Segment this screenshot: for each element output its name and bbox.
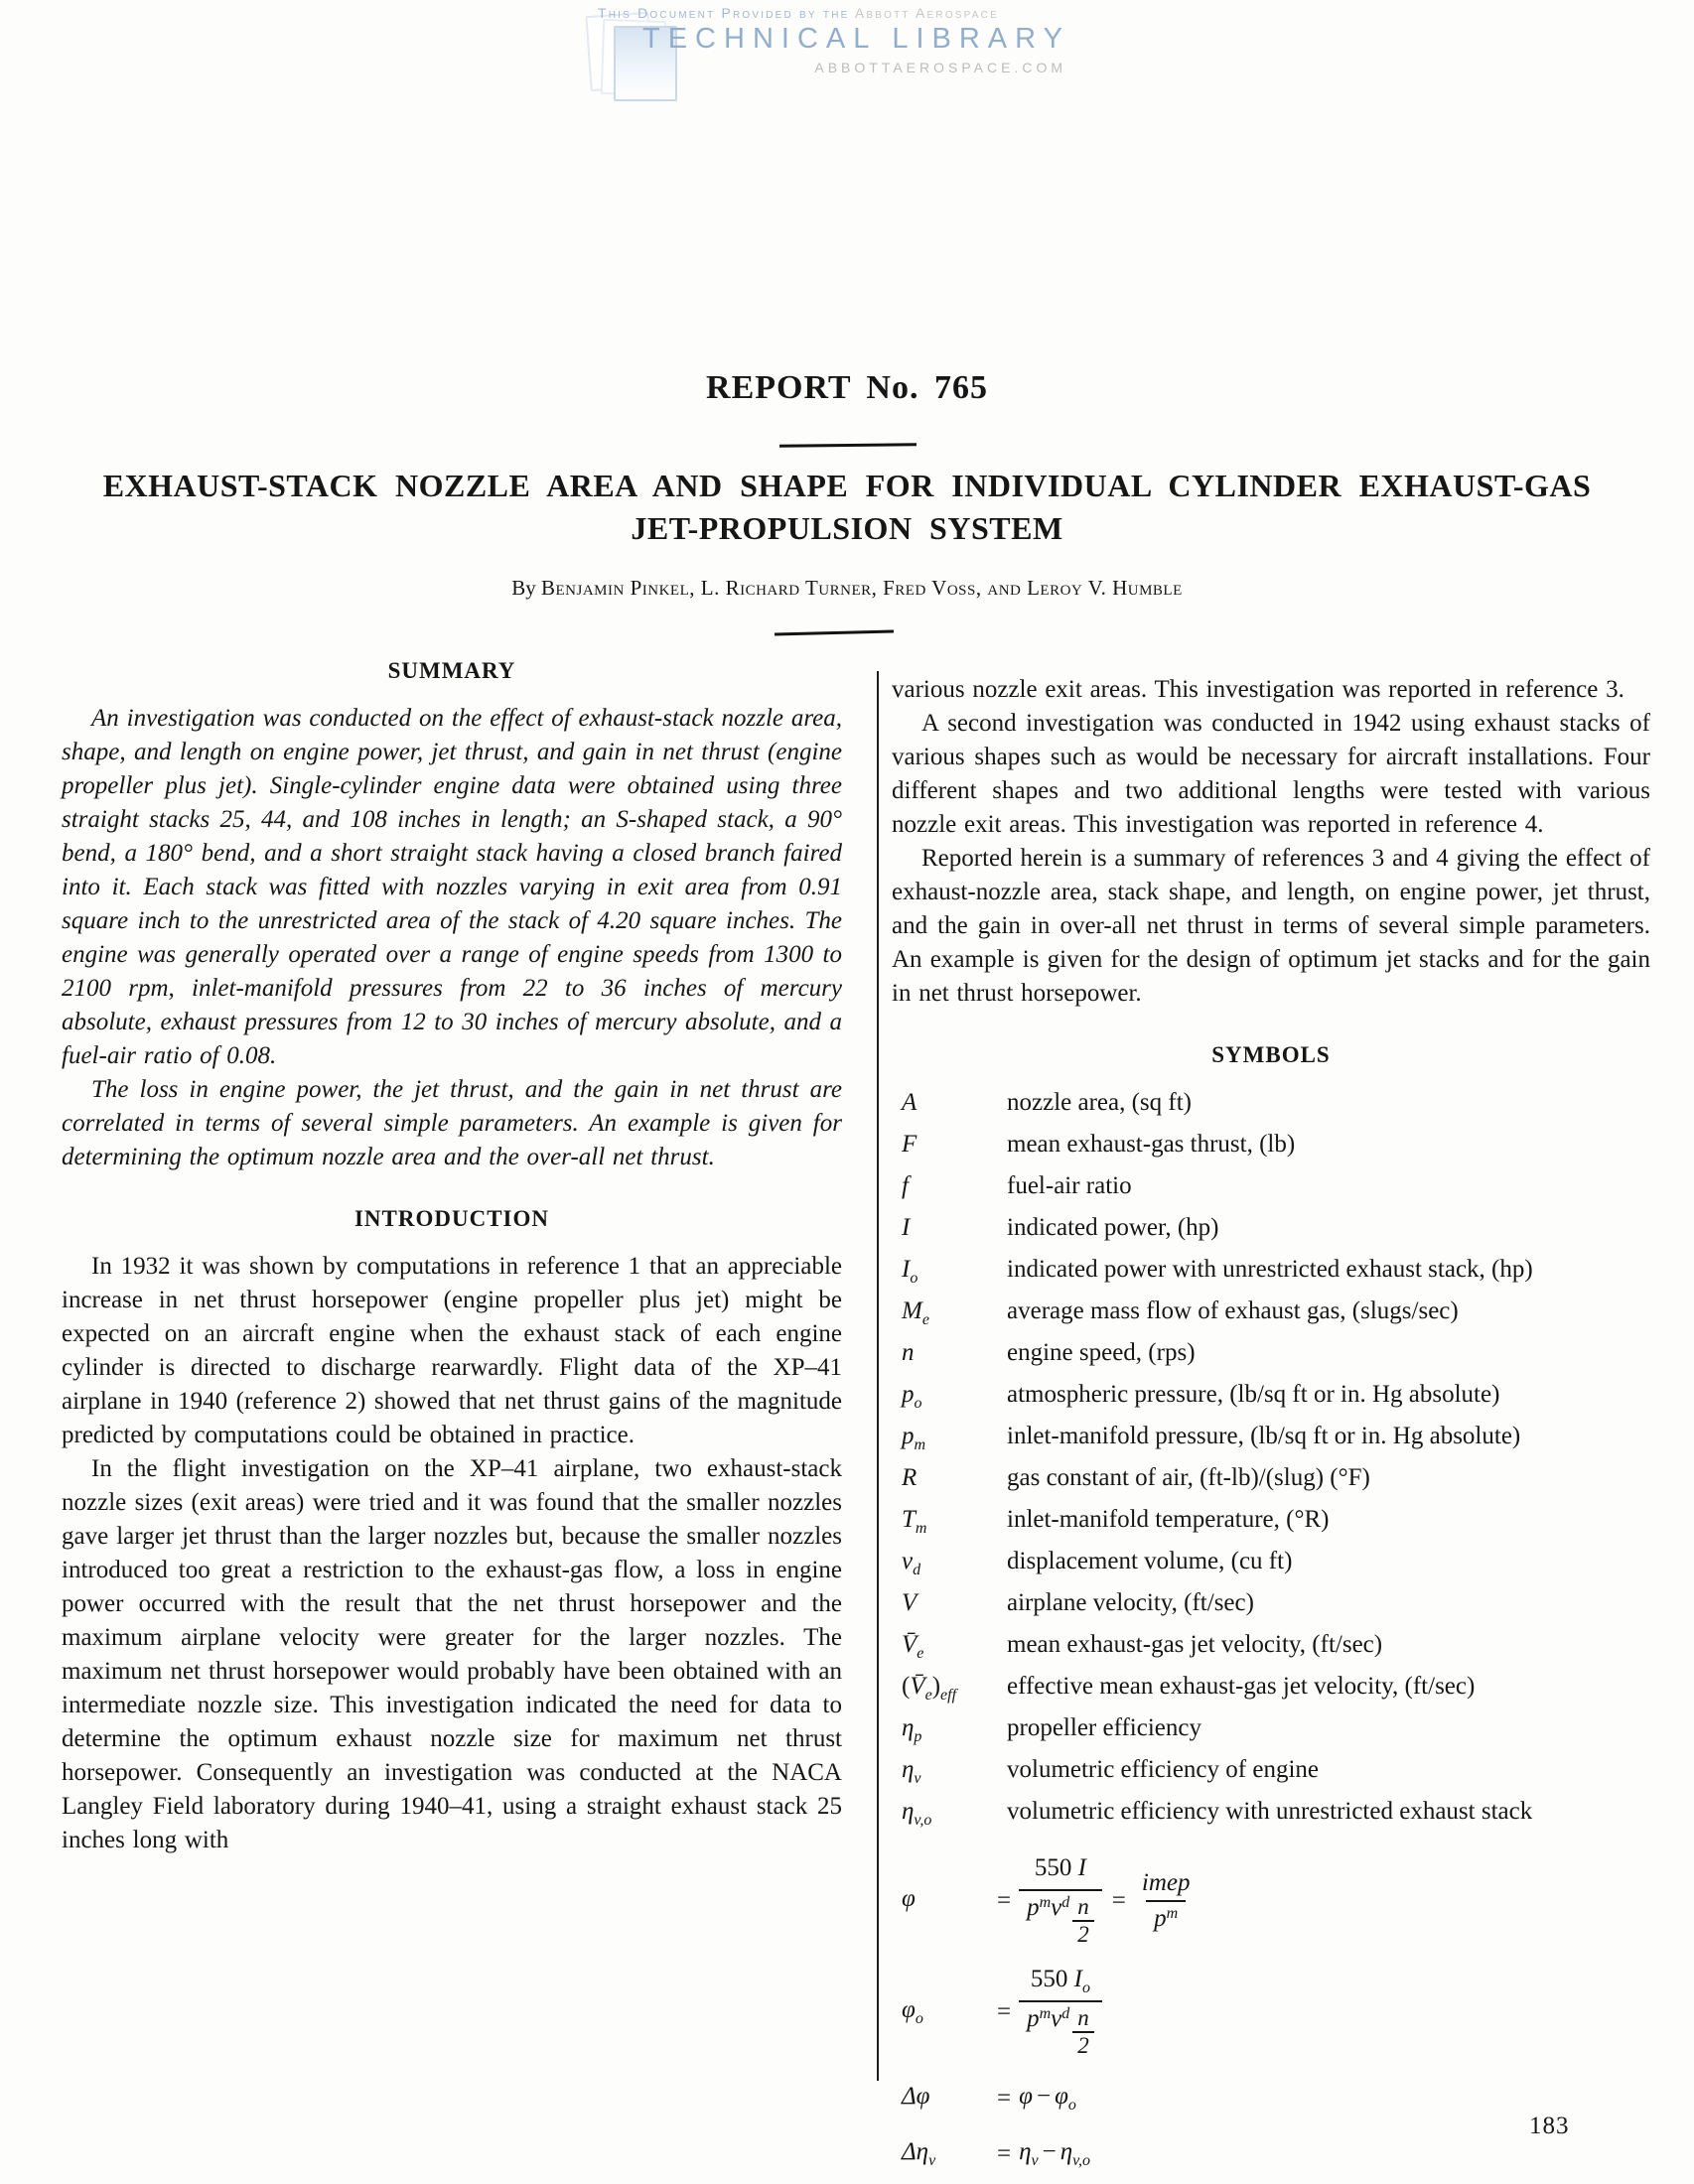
symbol-row xyxy=(892,1628,1650,1670)
symbols-heading: SYMBOLS xyxy=(1211,1042,1331,1067)
symbol: R xyxy=(902,1464,918,1491)
symbol: $p_m$ xyxy=(902,1423,926,1453)
right-column xyxy=(892,673,1650,2180)
symbol: $(V̄_e)_{eff}$ xyxy=(902,1673,957,1704)
symbol: A xyxy=(902,1089,918,1116)
symbol: $\eta_p$ xyxy=(902,1714,922,1745)
fraction: 550 $I_o$ p $^m$ v $^d$ n 2 xyxy=(1019,1966,1102,2059)
column-divider-rule xyxy=(877,671,879,2081)
page-number: 183 xyxy=(1529,2113,1570,2139)
symbol-description: mean exhaust-gas jet velocity, (ft/sec) xyxy=(1007,1631,1383,1658)
symbol-description: airplane velocity, (ft/sec) xyxy=(1007,1589,1254,1616)
summary-heading: SUMMARY xyxy=(387,658,516,683)
symbol-row xyxy=(892,1211,1650,1253)
report-number: REPORT No. 765 xyxy=(706,369,988,406)
symbol-row xyxy=(892,1378,1650,1420)
symbol-row xyxy=(892,1253,1650,1295)
symbol-description: effective mean exhaust-gas jet velocity, (ft/sec) xyxy=(1007,1673,1476,1700)
equation-phi: φ = 550 I p $^m$ v $^d$ n 2 = imep p $^m$ xyxy=(892,1854,1650,1948)
symbol: $v_d$ xyxy=(902,1548,921,1578)
symbol: $\eta_v$ xyxy=(902,1756,921,1787)
symbol-description: volumetric efficiency of engine xyxy=(1007,1756,1319,1783)
document-title-line1: EXHAUST-STACK NOZZLE AREA AND SHAPE FOR INDIVIDUAL CYLINDER EXHAUST-GAS xyxy=(102,468,1592,503)
equation-lhs: $\Delta\eta_v$ xyxy=(902,2138,936,2169)
provided-by-text: This Document Provided by the xyxy=(598,5,855,21)
symbol: V xyxy=(902,1589,918,1616)
symbol-description: mean exhaust-gas thrust, (lb) xyxy=(1007,1131,1296,1158)
equation-rhs: $\eta_v - \eta_{v,o}$ xyxy=(1019,2138,1091,2169)
equation-lhs: φ xyxy=(902,1885,916,1912)
equation-delta-phi: Δφ = $\varphi - \varphi_o$ xyxy=(892,2083,1650,2115)
technical-library-wordmark: TECHNICAL LIBRARY xyxy=(642,23,1070,55)
symbol-row xyxy=(892,1545,1650,1586)
symbol-row xyxy=(892,1753,1650,1795)
abbott-aerospace-text: Abbott Aerospace xyxy=(854,5,999,21)
equation-lhs: Δφ xyxy=(902,2083,930,2110)
body-paragraph: Reported herein is a summary of references 3 and 4 giving the effect of exhaust-nozzle area, stack shape, and length, on engine power, jet thrust, and the gain in over-all net thrust in terms of several simple parameters. An example is given for the design of optimum jet stacks and for the gain in net thrust horsepower. xyxy=(892,845,1650,1007)
symbol-description: average mass flow of exhaust gas, (slugs/sec) xyxy=(1007,1297,1459,1324)
symbol-row xyxy=(892,1420,1650,1461)
symbol: $\eta_{v,o}$ xyxy=(902,1798,932,1829)
symbol: $I_o$ xyxy=(902,1256,918,1287)
symbol-description: displacement volume, (cu ft) xyxy=(1007,1548,1293,1574)
symbol: $p_o$ xyxy=(902,1381,922,1412)
symbol-row xyxy=(892,1295,1650,1336)
equation-lhs: $\varphi_o$ xyxy=(902,1996,923,2027)
symbol-description: indicated power with unrestricted exhaust stack, (hp) xyxy=(1007,1256,1533,1283)
summary-paragraph: The loss in engine power, the jet thrust, and the gain in net thrust are correlated in terms of several simple parameters. An example is given for determining the optimum nozzle area and the over-all net thrust. xyxy=(62,1076,842,1170)
symbol-description: indicated power, (hp) xyxy=(1007,1214,1219,1241)
provided-by-line xyxy=(598,5,999,21)
byline-authors: Benjamin Pinkel, L. Richard Turner, Fred Voss, and Leroy V. Humble xyxy=(541,576,1183,600)
symbol-description: atmospheric pressure, (lb/sq ft or in. Hg absolute) xyxy=(1007,1381,1500,1408)
symbol-row xyxy=(892,1461,1650,1503)
symbol-description: engine speed, (rps) xyxy=(1007,1339,1196,1366)
symbol-row xyxy=(892,1586,1650,1628)
equation-phi-o: $\varphi_o$ = 550 $I_o$ p $^m$ v $^d$ n 2 xyxy=(892,1966,1650,2059)
symbol: F xyxy=(902,1131,918,1158)
symbol-description: gas constant of air, (ft-lb)/(slug) (°F) xyxy=(1007,1464,1370,1491)
document-title-line2: JET-PROPULSION SYSTEM xyxy=(631,510,1063,546)
summary-paragraph: An investigation was conducted on the effect of exhaust-stack nozzle area, shape, and length on engine power, jet thrust, and gain in net thrust (engine propeller plus jet). Single-cylinder engine data were obtained using three straight stacks 25, 44, and 108 inches in length; an S-shaped stack, a 90° bend, a 180° bend, and a short straight stack having a closed branch faired into it. Each stack was fitted with nozzles varying in exit area from 0.91 square inch to the unrestricted area of the stack of 4.20 square inches. The engine was generally operated over a range of engine speeds from 1300 to 2100 rpm, inlet-manifold pressures from 22 to 36 inches of mercury absolute, exhaust pressures from 12 to 30 inches of mercury absolute, and a fuel-air ratio of 0.08. xyxy=(62,705,842,1069)
equation-delta-eta: $\Delta\eta_v$ = $\eta_v - \eta_{v,o}$ xyxy=(892,2138,1650,2170)
symbol-description: propeller efficiency xyxy=(1007,1714,1201,1741)
symbol-description: inlet-manifold temperature, (°R) xyxy=(1007,1506,1330,1533)
symbol: $V̄_e$ xyxy=(902,1631,924,1662)
symbol-row xyxy=(892,1336,1650,1378)
left-column xyxy=(62,658,842,1857)
symbol: $M_e$ xyxy=(902,1297,929,1328)
symbol-row xyxy=(892,1670,1650,1711)
byline xyxy=(0,576,1694,601)
symbols-list xyxy=(892,1086,1650,1837)
body-paragraph: A second investigation was conducted in 1942 using exhaust stacks of various shapes such as would be necessary for aircraft installations. Four different shapes and two additional lengths were tested with various nozzle exit areas. This investigation was reported in reference 4. xyxy=(892,710,1650,838)
document-title xyxy=(55,465,1639,550)
symbol: f xyxy=(902,1172,909,1199)
library-logo xyxy=(588,2,1070,109)
fraction: 550 I p $^m$ v $^d$ n 2 xyxy=(1019,1854,1102,1948)
symbol-description: inlet-manifold pressure, (lb/sq ft or in. Hg absolute) xyxy=(1007,1423,1521,1449)
equation-rhs: $\varphi - \varphi_o$ xyxy=(1019,2083,1076,2114)
symbol-row xyxy=(892,1086,1650,1128)
introduction-paragraph: In 1932 it was shown by computations in reference 1 that an appreciable increase in net thrust horsepower (engine propeller plus jet) might be expected on an aircraft engine when the exhaust stack of each engine cylinder is directed to discharge rearwardly. Flight data of the XP–41 airplane in 1940 (reference 2) showed that net thrust gains of the magnitude predicted by computations could be obtained in practice. xyxy=(62,1253,842,1448)
body-paragraph: various nozzle exit areas. This investigation was reported in reference 3. xyxy=(892,676,1624,703)
symbol-row xyxy=(892,1503,1650,1545)
symbol-row xyxy=(892,1169,1650,1211)
byline-prefix: By xyxy=(511,576,541,600)
divider-rule xyxy=(775,630,894,636)
symbol: I xyxy=(902,1214,911,1241)
library-site-url: ABBOTTAEROSPACE.COM xyxy=(814,60,1066,75)
introduction-paragraph: In the flight investigation on the XP–41 airplane, two exhaust-stack nozzle sizes (exit areas) were tried and it was found that the smaller nozzles gave larger jet thrust than the larger nozzles but, because the smaller nozzles introduced too great a restriction to the exhaust-gas flow, a loss in engine power occurred with the result that the net thrust horsepower and the maximum airplane velocity were greater for the larger nozzles. The maximum net thrust horsepower would probably have been obtained with an intermediate nozzle size. This investigation indicated the need for data to determine the optimum exhaust nozzle size for maximum net thrust horsepower. Consequently an investigation was conducted at the NACA Langley Field laboratory during 1940–41, using a straight exhaust stack 25 inches long with xyxy=(62,1455,842,1853)
introduction-heading: INTRODUCTION xyxy=(353,1206,550,1231)
fraction: imep p $^m$ xyxy=(1141,1869,1191,1932)
divider-rule xyxy=(779,443,917,447)
symbol-row xyxy=(892,1711,1650,1753)
symbol: n xyxy=(902,1339,915,1366)
symbol: $T_m$ xyxy=(902,1506,927,1537)
symbol-row xyxy=(892,1795,1650,1837)
symbol-description: fuel-air ratio xyxy=(1007,1172,1132,1199)
symbol-description: volumetric efficiency with unrestricted exhaust stack xyxy=(1007,1798,1533,1825)
symbol-description: nozzle area, (sq ft) xyxy=(1007,1089,1192,1116)
symbol-row xyxy=(892,1128,1650,1169)
